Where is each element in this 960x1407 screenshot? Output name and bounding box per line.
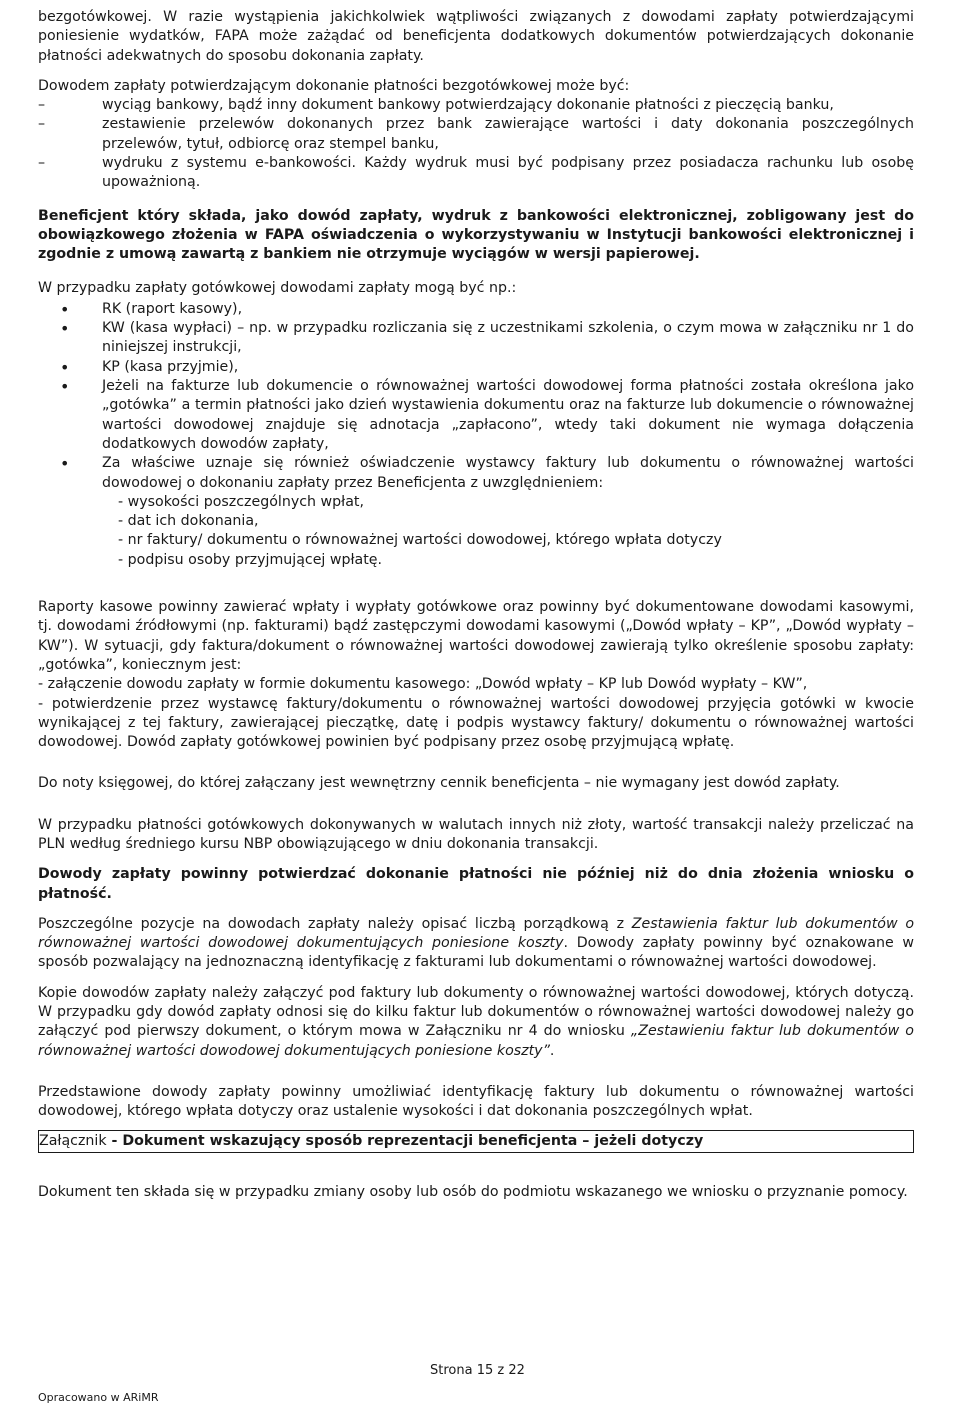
- list-item: – zestawienie przelewów dokonanych przez bank zawierające wartości i daty dokonania poszczególnych przelewów, tytuł, odbiorcę oraz stempel banku,: [38, 115, 914, 154]
- list-item: • KW (kasa wypłaci) – np. w przypadku rozliczania się z uczestnikami szkolenia, o czym mowa w załączniku nr 1 do niniejszej instrukcji,: [38, 319, 914, 358]
- cash-reports-line-1: - załączenie dowodu zapłaty w formie dokumentu kasowego: „Dowód wpłaty – KP lub Dowód wypłaty – KW”,: [38, 676, 808, 693]
- non-cash-intro: Dowodem zapłaty potwierdzającym dokonanie płatności bezgotówkowej może być:: [38, 77, 630, 94]
- sub-list-item: - nr faktury/ dokumentu o równoważnej wartości dowodowej, którego wpłata dotyczy: [118, 532, 722, 549]
- cash-sub-list: [38, 493, 914, 570]
- non-cash-list: [38, 96, 914, 192]
- paragraph-doubts: bezgotówkowej. W razie wystąpienia jakichkolwiek wątpliwości związanych z dowodami zapłaty potwierdzającymi poniesienie wydatków, FAPA może zażądać od beneficjenta dodatkowych dokumentów potwierdzających dokonanie płatności adekwatnych do sposobu dokonania zapłaty.: [38, 9, 914, 64]
- footer-author: Opracowano w ARiMR: [38, 1391, 159, 1404]
- cash-intro: W przypadku zapłaty gotówkowej dowodami zapłaty mogą być np.:: [38, 279, 517, 296]
- paragraph-e-banking: Beneficjent który składa, jako dowód zapłaty, wydruk z bankowości elektronicznej, zobligowany jest do obowiązkowego złożenia w FAPA oświadczenia o wykorzystywaniu w Instytucji bankowości elektronicznej i zgodnie z umową zawartą z bankiem nie otrzymuje wyciągów w wersji papierowej.: [38, 207, 914, 263]
- list-item: – wyciąg bankowy, bądź inny dokument bankowy potwierdzający dokonanie płatności z pieczęcią banku,: [38, 96, 914, 115]
- attachment-title: - Dokument wskazujący sposób reprezentacji beneficjenta – jeżeli dotyczy: [106, 1132, 704, 1149]
- numbering-text-c: . Dowody zapłaty powinny być oznakowane w sposób pozwalający na jednoznaczną identyfikację z fakturami lub dokumentami o równoważnej wartości dowodowej.: [38, 935, 914, 971]
- sub-list-item: - dat ich dokonania,: [118, 513, 259, 530]
- paragraph-attachment-desc: Dokument ten składa się w przypadku zmiany osoby lub osób do podmiotu wskazanego we wniosku o przyznanie pomocy.: [38, 1183, 908, 1200]
- list-item: – wydruku z systemu e-bankowości. Każdy wydruk musi być podpisany przez posiadacza rachunku lub osobę upoważnioną.: [38, 154, 914, 193]
- list-item: • RK (raport kasowy),: [38, 300, 914, 319]
- attachment-heading-box: [38, 1130, 914, 1153]
- paragraph-foreign-currency: W przypadku płatności gotówkowych dokonywanych w walutach innych niż złoty, wartość transakcji należy przeliczać na PLN według średniego kursu NBP obowiązującego w dniu dokonania transakcji.: [38, 816, 914, 852]
- sub-list-item: - podpisu osoby przyjmującej wpłatę.: [118, 551, 383, 568]
- section-cash-proof: [38, 279, 914, 570]
- list-item: • Za właściwe uznaje się również oświadczenie wystawcy faktury lub dokumentu o równoważnej wartości dowodowej o dokonaniu zapłaty przez Beneficjenta z uwzględnieniem:: [38, 454, 914, 493]
- document-page: [38, 8, 914, 1202]
- numbering-text-italic: Zestawienia faktur lub dokumentów o równoważnej wartości dowodowej dokumentujących poniesione koszty: [38, 915, 914, 952]
- copies-text-c: .: [549, 1042, 555, 1059]
- copies-text-a: Kopie dowodów zapłaty należy załączyć pod faktury lub dokumenty o równoważnej wartości dowodowej, których dotyczą. W przypadku gdy dowód zapłaty odnosi się do kilku faktur lub dokumentów o równoważnej wartości dowodowej należy go załączyć pod pierwszy dokument, o którym mowa w Załączniku nr 4 do wniosku: [38, 984, 914, 1040]
- list-item: • Jeżeli na fakturze lub dokumencie o równoważnej wartości dowodowej forma płatności została określona jako „gotówka” a termin płatności jako dzień wystawienia dokumentu oraz na fakturze lub dokumencie o równoważnej wartości dowodowej znajduje się adnotacja „zapłacono”, wtedy taki dokument nie wymaga dołączenia dodatkowych dowodów zapłaty,: [38, 377, 914, 454]
- sub-list-item: - wysokości poszczególnych wpłat,: [118, 493, 364, 510]
- copies-text-italic: „Zestawieniu faktur lub dokumentów o równoważnej wartości dowodowej dokumentujących poniesione koszty”: [38, 1023, 914, 1059]
- paragraph-deadline: Dowody zapłaty powinny potwierdzać dokonanie płatności nie później niż do dnia złożenia wniosku o płatność.: [38, 866, 914, 902]
- page-number: Strona 15 z 22: [430, 1363, 525, 1378]
- paragraph-identification: Przedstawione dowody zapłaty powinny umożliwiać identyfikację faktury lub dokumentu o równoważnej wartości dowodowej, którego wpłata dotyczy oraz ustalenie wysokości i dat dokonania poszczególnych wpłat.: [38, 1083, 914, 1120]
- paragraph-accounting-note: Do noty księgowej, do której załączany jest wewnętrzny cennik beneficjenta – nie wymagany jest dowód zapłaty.: [38, 775, 840, 792]
- cash-reports-text: Raporty kasowe powinny zawierać wpłaty i wypłaty gotówkowe oraz powinny być dokumentowane dowodami kasowymi, tj. dowodami źródłowymi (np. fakturami) bądź zastępczymi dowodami kasowymi („Dowód wpłaty – KP”, „Dowód wypłaty – KW”). W sytuacji, gdy faktura/dokument o równoważnej wartości dowodowej zawierają tylko określenie sposobu zapłaty: „gotówka”, koniecznym jest:: [38, 599, 914, 673]
- paragraph-copies: [38, 984, 914, 1061]
- section-cash-reports: [38, 598, 914, 752]
- list-item: • KP (kasa przyjmie),: [38, 358, 914, 377]
- attachment-label: Załącznik: [39, 1132, 107, 1149]
- paragraph-numbering: [38, 915, 914, 973]
- cash-list: [38, 300, 914, 493]
- numbering-text-a: Poszczególne pozycje na dowodach zapłaty należy opisać liczbą porządkową z: [38, 915, 632, 932]
- section-non-cash-proof: [38, 77, 914, 193]
- cash-reports-line-2: - potwierdzenie przez wystawcę faktury/dokumentu o równoważnej wartości dowodowej przyjęcia gotówki w kwocie wynikającej z tej faktury, zawierającej pieczątkę, datę i podpis wystawcy faktury/ dokumentu o równoważnej wartości dowodowej. Dowód zapłaty gotówkowej powinien być podpisany przez osobę przyjmującą wpłatę.: [38, 695, 914, 751]
